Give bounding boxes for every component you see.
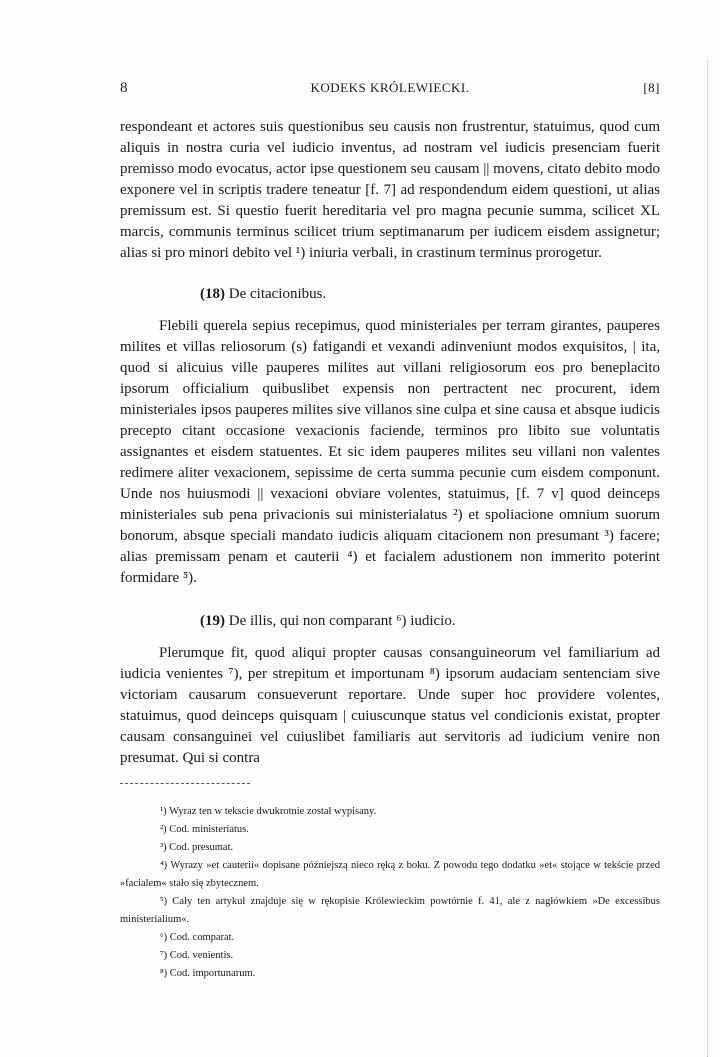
paragraph-article-19: Plerumque fit, quod aliqui propter causas consanguineorum vel familiarium ad iudicia venientes ⁷), per strepitum et importunam ⁸) ipsorum audaciam sentenciam sive victoriam causarum consueverunt reportare. Unde super hoc providere volentes, statuimus, quod deinceps quisquam | cuiuscunque status vel condicionis existat, propter causam consanguinei vel cuiuslibet familiaris aut servitoris ad iudicium venire non presumat. Qui si contra bbox=[120, 645, 660, 766]
footnote-4: ⁴) Wyrazy »et cauterii« dopisane późniejszą nieco ręką z boku. Z powodu tego dodatku »et« stojące w tekście przed »facialem« stało się zbytecznem. bbox=[120, 860, 660, 889]
article-number: (18) bbox=[200, 286, 225, 302]
footnote-2: ²) Cod. ministeriatus. bbox=[160, 824, 249, 835]
footnote-5: ⁵) Cały ten artykuł znajduje się w rękopisie Królewieckim powtórnie f. 41, ale z nagłówkiem »De excessibus ministerialium«. bbox=[120, 896, 660, 925]
running-title: KODEKS KRÓLEWIECKI. bbox=[310, 80, 470, 95]
page-number: 8 bbox=[120, 80, 128, 96]
footnote-rule bbox=[120, 783, 250, 784]
main-text bbox=[120, 117, 660, 769]
footnote-6: ⁶) Cod. comparat. bbox=[160, 932, 235, 943]
article-heading-18 bbox=[200, 284, 660, 305]
footnote-3: ³) Cod. presumat. bbox=[160, 842, 234, 853]
footnote-1: ¹) Wyraz ten w tekscie dwukrotnie został wypisany. bbox=[160, 806, 377, 817]
footnote-7: ⁷) Cod. venientis. bbox=[160, 950, 234, 961]
paragraph-continuation: respondeant et actores suis questionibus seu causis non frustrentur, statuimus, quod cum aliquis in nostra curia vel iudicio inventus, ad nostram vel iudicis presenciam fuerit premisso modo evocatus, actor ipse questionem seu causam || movens, citato debito modo exponere vel in scriptis tradere teneatur [f. 7] ad respondendum eidem questioni, ut alias premissum est. Si questio fuerit hereditaria vel pro magna pecunie summa, scilicet XL marcis, communis terminus scilicet trium septimanarum per iudicem eisdem assignetur; alias si pro minori debito vel ¹) iniuria verbali, in crastinum terminus prorogetur. bbox=[120, 119, 660, 261]
article-title: De citacionibus. bbox=[228, 286, 327, 302]
article-heading-19 bbox=[200, 611, 660, 632]
scan-edge bbox=[707, 60, 720, 1057]
running-head bbox=[120, 80, 660, 98]
article-title: De illis, qui non comparant ⁶) iudicio. bbox=[228, 613, 456, 629]
footnote-8: ⁸) Cod. importunarum. bbox=[160, 968, 256, 979]
article-number: (19) bbox=[200, 613, 225, 629]
footnotes bbox=[120, 803, 660, 983]
paragraph-article-18: Flebili querela sepius recepimus, quod ministeriales per terram girantes, pauperes milites et villas reliosorum (s) fatigandi et vexandi adinveniunt modos exquisitos, | ita, quod si alicuius ville pauperes milites aut villani religiosorum eos pro beneplacito ipsorum officialium quibuslibet expensis non pertractent nec procurent, idem ministeriales ipsos pauperes milites sive villanos sine culpa et sine causa et absque iudicis precepto citant occasione vexacionis faciende, terminos pro libito sue voluntatis assignantes et eisdem statuentes. Et sic idem pauperes milites seu villani non valentes redimere aliter vexacionem, sepissime de certa summa pecunie cum eisdem componunt. Unde nos huiusmodi || vexacioni obviare volentes, statuimus, [f. 7 v] quod deinceps ministeriales sub pena privacionis sui ministerialatus ²) et spoliacione omnium suorum bonorum, absque speciali mandato iudicis aliquam citacionem non presumant ³) facere; alias premissam penam et cauterii ⁴) et facialem adustionem non immerito poterint formidare ⁵). bbox=[120, 318, 660, 586]
section-mark: [8] bbox=[643, 80, 660, 95]
